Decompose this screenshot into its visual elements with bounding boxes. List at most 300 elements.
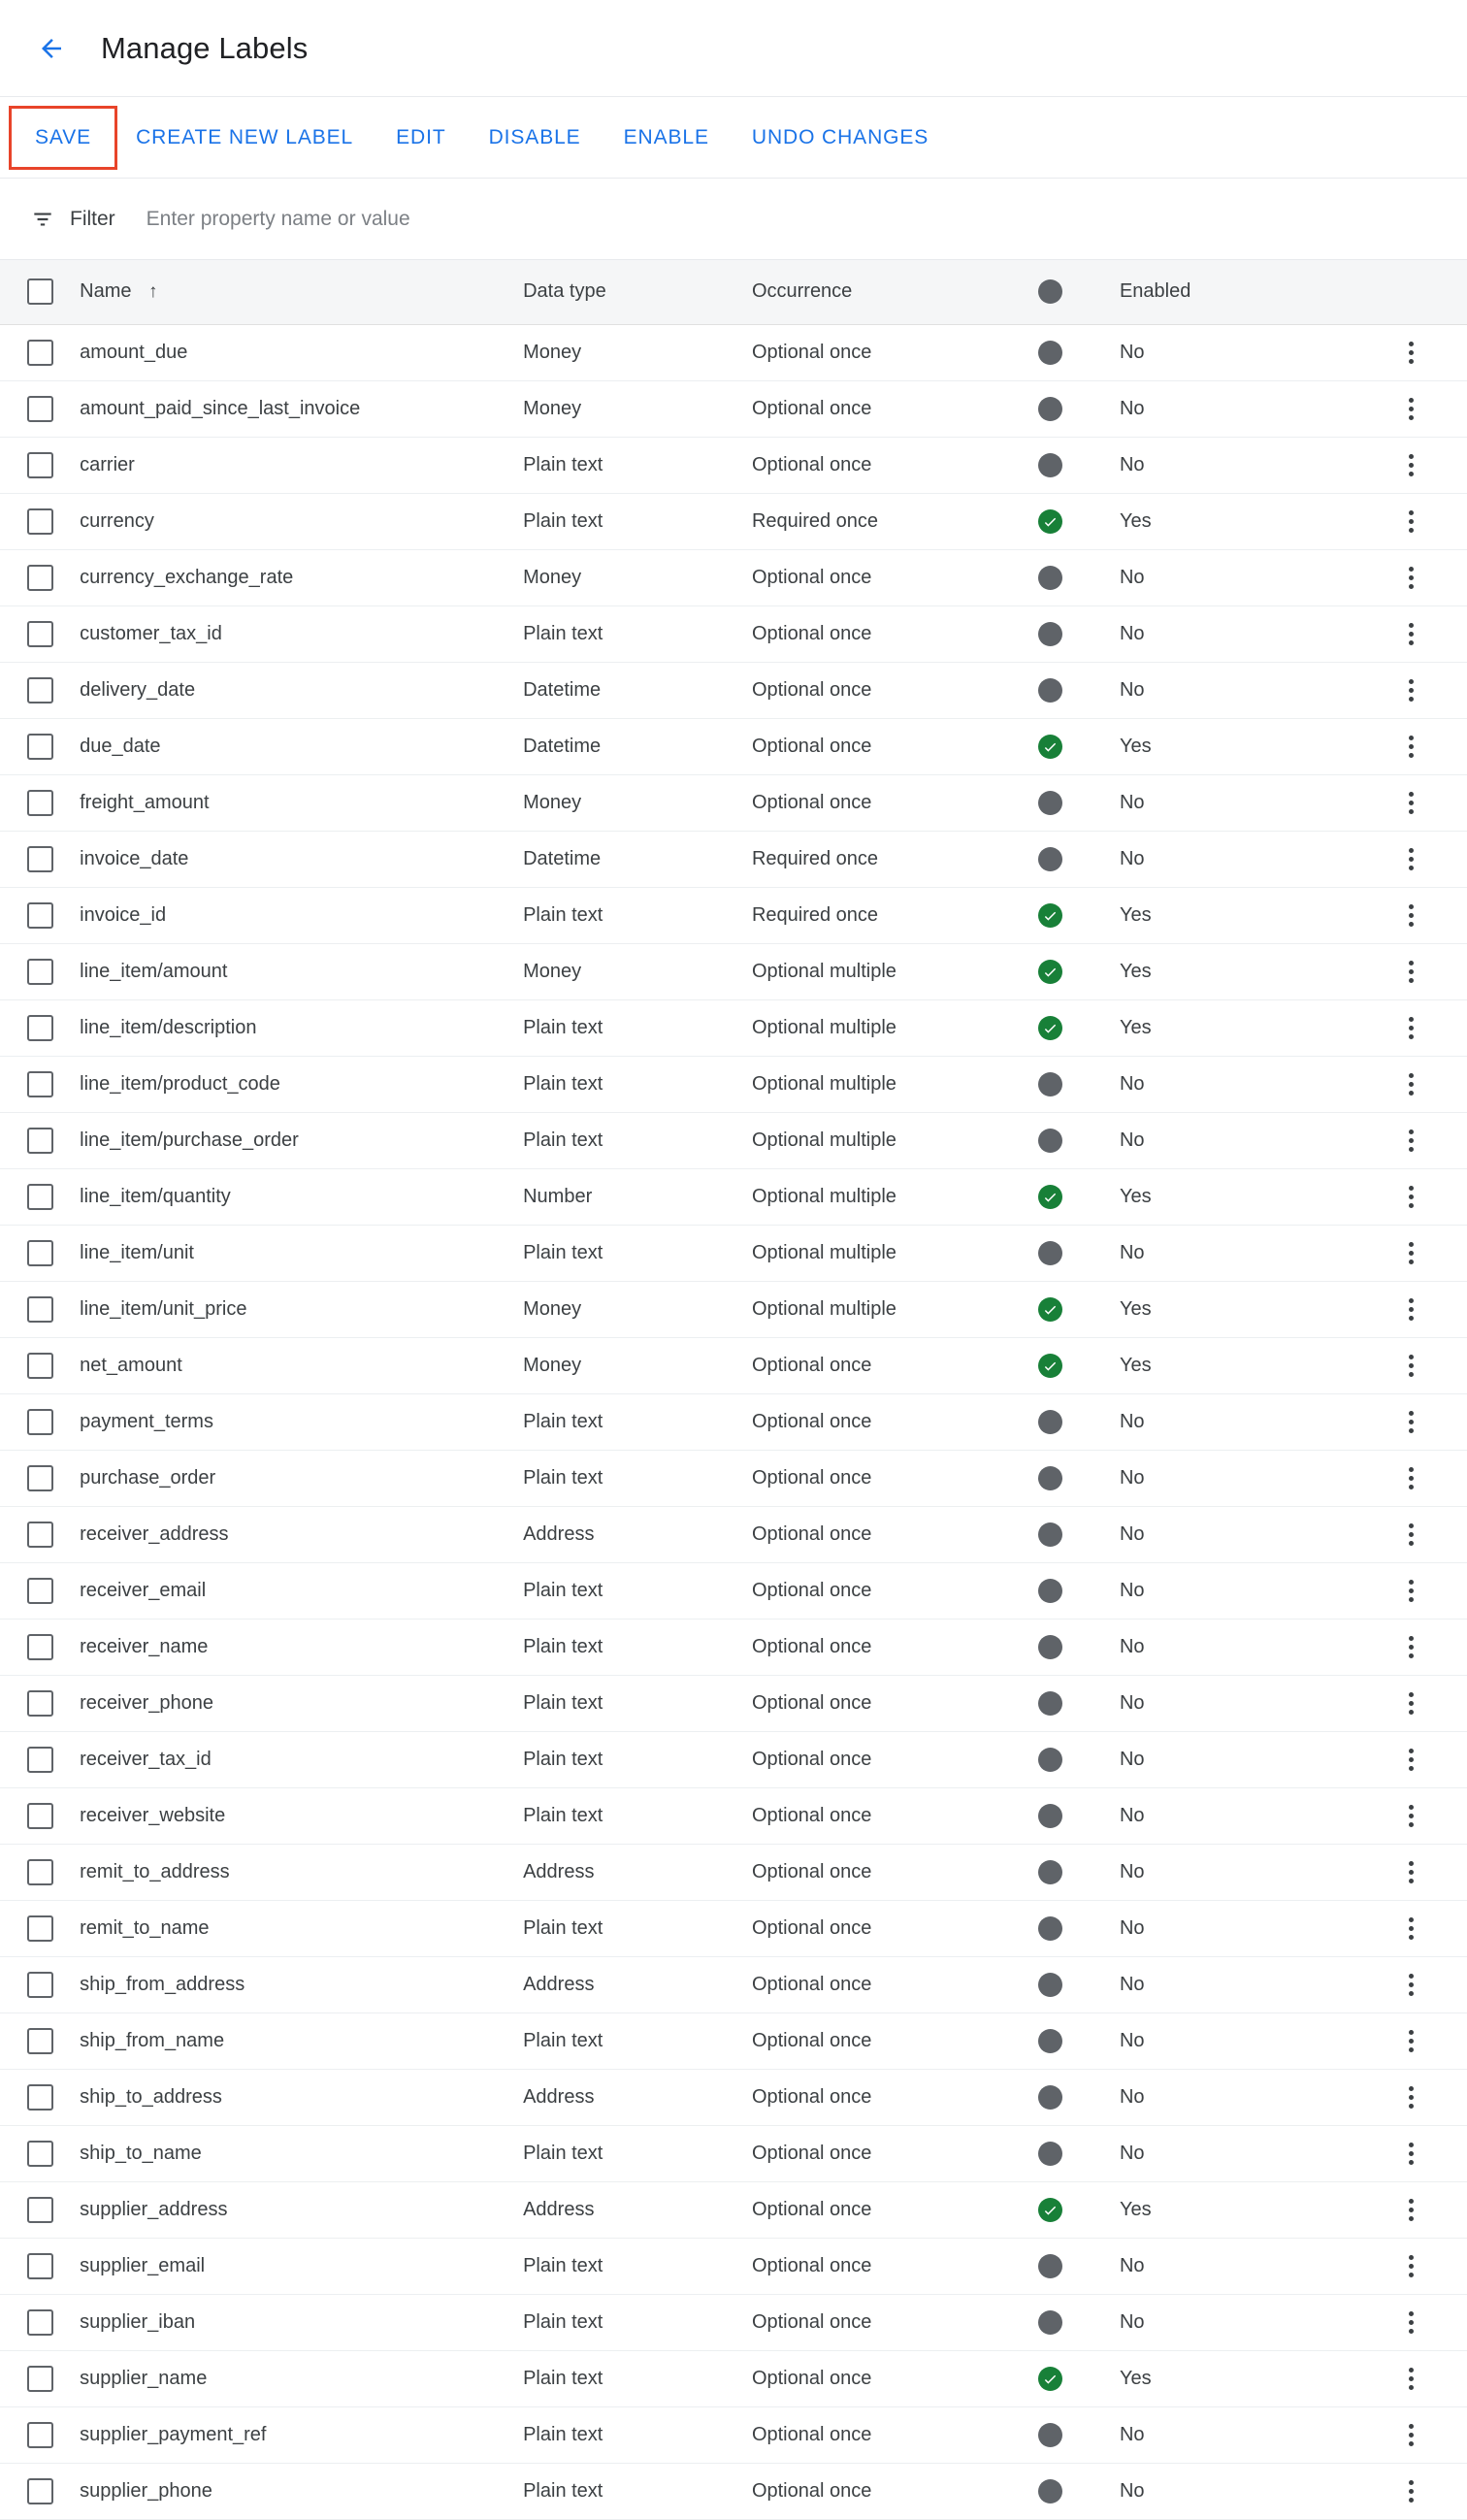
disable-button[interactable]: DISABLE [488, 125, 581, 148]
row-more-options-icon[interactable] [1354, 398, 1467, 420]
undo-changes-button[interactable]: UNDO CHANGES [751, 125, 929, 148]
row-occurrence-cell: Required once [752, 831, 1038, 887]
row-data-type-cell: Number [523, 1168, 752, 1225]
row-checkbox[interactable] [27, 1409, 53, 1435]
row-occurrence-cell: Optional once [752, 437, 1038, 493]
row-name-cell: line_item/description [80, 999, 523, 1056]
row-more-options-icon[interactable] [1354, 961, 1467, 983]
row-select-cell [0, 324, 80, 380]
row-actions-cell [1354, 1450, 1467, 1506]
row-checkbox[interactable] [27, 340, 53, 366]
row-enabled-cell: Yes [1120, 2350, 1354, 2406]
row-name-cell: line_item/purchase_order [80, 1112, 523, 1168]
row-occurrence-cell: Optional once [752, 1900, 1038, 1956]
row-data-type-cell: Plain text [523, 2238, 752, 2294]
status-disabled-icon [1038, 1579, 1062, 1603]
row-more-options-icon[interactable] [1354, 1298, 1467, 1321]
row-select-cell [0, 999, 80, 1056]
row-actions-cell [1354, 1787, 1467, 1844]
table-row[interactable] [0, 1900, 1467, 1956]
row-data-type-cell: Plain text [523, 1056, 752, 1112]
row-checkbox[interactable] [27, 508, 53, 535]
status-disabled-icon [1038, 2310, 1062, 2335]
row-more-options-icon[interactable] [1354, 1749, 1467, 1771]
top-app-bar [0, 0, 1467, 97]
row-actions-cell [1354, 324, 1467, 380]
table-row[interactable] [0, 605, 1467, 662]
table-row[interactable] [0, 831, 1467, 887]
row-status-cell [1038, 2069, 1120, 2125]
row-occurrence-cell: Optional multiple [752, 1225, 1038, 1281]
row-checkbox[interactable] [27, 790, 53, 816]
filter-input[interactable] [147, 208, 1467, 231]
row-checkbox[interactable] [27, 2309, 53, 2336]
row-occurrence-cell: Optional once [752, 2463, 1038, 2519]
row-more-options-icon[interactable] [1354, 2086, 1467, 2109]
row-data-type-cell: Plain text [523, 2013, 752, 2069]
row-actions-cell [1354, 774, 1467, 831]
row-status-cell [1038, 1619, 1120, 1675]
table-row[interactable] [0, 999, 1467, 1056]
table-row[interactable] [0, 493, 1467, 549]
row-name-cell: receiver_phone [80, 1675, 523, 1731]
row-data-type-cell: Plain text [523, 437, 752, 493]
row-checkbox[interactable] [27, 565, 53, 591]
row-status-cell [1038, 2463, 1120, 2519]
status-disabled-icon [1038, 453, 1062, 477]
filter-bar [0, 179, 1467, 260]
row-name-cell: ship_from_name [80, 2013, 523, 2069]
row-actions-cell [1354, 1844, 1467, 1900]
row-actions-cell [1354, 605, 1467, 662]
row-data-type-cell: Datetime [523, 718, 752, 774]
row-occurrence-cell: Optional once [752, 1619, 1038, 1675]
select-all-checkbox[interactable] [27, 278, 53, 305]
row-actions-cell [1354, 1675, 1467, 1731]
row-occurrence-cell: Optional once [752, 1787, 1038, 1844]
row-checkbox[interactable] [27, 2253, 53, 2279]
table-row[interactable] [0, 1956, 1467, 2013]
row-checkbox[interactable] [27, 677, 53, 704]
row-actions-cell [1354, 2350, 1467, 2406]
row-checkbox[interactable] [27, 2366, 53, 2392]
column-header-data-type[interactable]: Data type [523, 260, 752, 324]
row-select-cell [0, 1168, 80, 1225]
row-name-cell: ship_to_name [80, 2125, 523, 2181]
row-status-cell [1038, 1056, 1120, 1112]
row-more-options-icon[interactable] [1354, 792, 1467, 814]
table-row[interactable] [0, 1393, 1467, 1450]
row-more-options-icon[interactable] [1354, 2424, 1467, 2446]
row-actions-cell [1354, 1112, 1467, 1168]
row-select-cell [0, 1956, 80, 2013]
table-row[interactable] [0, 2069, 1467, 2125]
status-disabled-icon [1038, 566, 1062, 590]
row-select-cell [0, 2013, 80, 2069]
table-row[interactable] [0, 662, 1467, 718]
row-status-cell [1038, 1450, 1120, 1506]
row-data-type-cell: Plain text [523, 1619, 752, 1675]
row-more-options-icon[interactable] [1354, 1017, 1467, 1039]
status-disabled-icon [1038, 1241, 1062, 1265]
row-more-options-icon[interactable] [1354, 567, 1467, 589]
row-more-options-icon[interactable] [1354, 1974, 1467, 1996]
row-actions-cell [1354, 2181, 1467, 2238]
row-status-cell [1038, 2294, 1120, 2350]
row-checkbox[interactable] [27, 1522, 53, 1548]
row-actions-cell [1354, 999, 1467, 1056]
column-header-actions [1354, 260, 1467, 324]
row-select-cell [0, 2125, 80, 2181]
table-row[interactable] [0, 1168, 1467, 1225]
row-checkbox[interactable] [27, 621, 53, 647]
status-disabled-icon [1038, 2423, 1062, 2447]
row-status-cell [1038, 324, 1120, 380]
table-row[interactable] [0, 2125, 1467, 2181]
row-enabled-cell: No [1120, 2463, 1354, 2519]
row-more-options-icon[interactable] [1354, 1186, 1467, 1208]
row-more-options-icon[interactable] [1354, 1580, 1467, 1602]
row-more-options-icon[interactable] [1354, 1805, 1467, 1827]
row-checkbox[interactable] [27, 1128, 53, 1154]
row-name-cell: purchase_order [80, 1450, 523, 1506]
row-select-cell [0, 1393, 80, 1450]
row-data-type-cell: Plain text [523, 605, 752, 662]
row-status-cell [1038, 493, 1120, 549]
row-checkbox[interactable] [27, 1353, 53, 1379]
action-toolbar [0, 97, 1467, 179]
row-status-cell [1038, 662, 1120, 718]
row-checkbox[interactable] [27, 1690, 53, 1717]
row-enabled-cell: No [1120, 1056, 1354, 1112]
table-row[interactable] [0, 1675, 1467, 1731]
row-checkbox[interactable] [27, 2197, 53, 2223]
row-occurrence-cell: Optional once [752, 1731, 1038, 1787]
row-select-cell [0, 1619, 80, 1675]
row-name-cell: carrier [80, 437, 523, 493]
page-title: Manage Labels [101, 30, 309, 65]
row-select-cell [0, 887, 80, 943]
table-row[interactable] [0, 1056, 1467, 1112]
row-status-cell [1038, 1506, 1120, 1562]
row-more-options-icon[interactable] [1354, 1355, 1467, 1377]
row-name-cell: supplier_phone [80, 2463, 523, 2519]
row-select-cell [0, 549, 80, 605]
row-select-cell [0, 718, 80, 774]
row-actions-cell [1354, 2125, 1467, 2181]
row-actions-cell [1354, 1168, 1467, 1225]
row-checkbox[interactable] [27, 2084, 53, 2111]
row-more-options-icon[interactable] [1354, 1129, 1467, 1152]
row-occurrence-cell: Optional multiple [752, 999, 1038, 1056]
row-actions-cell [1354, 1900, 1467, 1956]
status-disabled-icon [1038, 1804, 1062, 1828]
row-enabled-cell: No [1120, 2406, 1354, 2463]
table-row[interactable] [0, 2294, 1467, 2350]
row-data-type-cell: Address [523, 1844, 752, 1900]
status-enabled-icon [1038, 903, 1062, 928]
row-name-cell: freight_amount [80, 774, 523, 831]
row-checkbox[interactable] [27, 452, 53, 478]
edit-button[interactable]: EDIT [396, 125, 446, 148]
row-enabled-cell: No [1120, 1844, 1354, 1900]
table-row[interactable] [0, 1731, 1467, 1787]
create-new-label-button[interactable]: CREATE NEW LABEL [136, 125, 354, 148]
column-header-occurrence[interactable]: Occurrence [752, 260, 1038, 324]
status-disabled-icon [1038, 1691, 1062, 1716]
row-occurrence-cell: Optional once [752, 605, 1038, 662]
table-row[interactable] [0, 2181, 1467, 2238]
row-status-cell [1038, 380, 1120, 437]
table-row[interactable] [0, 2238, 1467, 2294]
row-data-type-cell: Plain text [523, 1450, 752, 1506]
row-select-cell [0, 2238, 80, 2294]
row-checkbox[interactable] [27, 1915, 53, 1942]
status-disabled-icon [1038, 1466, 1062, 1490]
row-enabled-cell: Yes [1120, 1168, 1354, 1225]
row-data-type-cell: Money [523, 549, 752, 605]
row-checkbox[interactable] [27, 1747, 53, 1773]
row-name-cell: receiver_email [80, 1562, 523, 1619]
row-more-options-icon[interactable] [1354, 454, 1467, 476]
row-select-cell [0, 437, 80, 493]
row-more-options-icon[interactable] [1354, 1692, 1467, 1715]
row-select-cell [0, 1337, 80, 1393]
row-occurrence-cell: Optional once [752, 549, 1038, 605]
row-status-cell [1038, 2125, 1120, 2181]
table-row[interactable] [0, 2463, 1467, 2519]
row-checkbox[interactable] [27, 1015, 53, 1041]
row-select-cell [0, 831, 80, 887]
row-more-options-icon[interactable] [1354, 1523, 1467, 1546]
table-row[interactable] [0, 2406, 1467, 2463]
row-name-cell: invoice_id [80, 887, 523, 943]
table-row[interactable] [0, 1225, 1467, 1281]
status-enabled-icon [1038, 2367, 1062, 2391]
row-more-options-icon[interactable] [1354, 1411, 1467, 1433]
row-select-cell [0, 2350, 80, 2406]
table-row[interactable] [0, 437, 1467, 493]
status-disabled-icon [1038, 1635, 1062, 1659]
row-more-options-icon[interactable] [1354, 1467, 1467, 1489]
row-enabled-cell: No [1120, 2294, 1354, 2350]
table-row[interactable] [0, 1112, 1467, 1168]
row-checkbox[interactable] [27, 2028, 53, 2054]
row-enabled-cell: No [1120, 774, 1354, 831]
table-row[interactable] [0, 943, 1467, 999]
row-name-cell: supplier_iban [80, 2294, 523, 2350]
row-status-cell [1038, 774, 1120, 831]
row-status-cell [1038, 1787, 1120, 1844]
row-data-type-cell: Plain text [523, 2294, 752, 2350]
row-more-options-icon[interactable] [1354, 2199, 1467, 2221]
row-actions-cell [1354, 2406, 1467, 2463]
row-enabled-cell: No [1120, 1619, 1354, 1675]
row-occurrence-cell: Optional once [752, 2181, 1038, 2238]
row-more-options-icon[interactable] [1354, 2368, 1467, 2390]
status-enabled-icon [1038, 1185, 1062, 1209]
row-more-options-icon[interactable] [1354, 2311, 1467, 2334]
row-status-cell [1038, 718, 1120, 774]
row-enabled-cell: No [1120, 549, 1354, 605]
row-status-cell [1038, 999, 1120, 1056]
row-name-cell: remit_to_name [80, 1900, 523, 1956]
row-checkbox[interactable] [27, 2422, 53, 2448]
row-occurrence-cell: Optional once [752, 2125, 1038, 2181]
row-more-options-icon[interactable] [1354, 2143, 1467, 2165]
table-row[interactable] [0, 1450, 1467, 1506]
row-actions-cell [1354, 380, 1467, 437]
row-data-type-cell: Plain text [523, 1675, 752, 1731]
row-more-options-icon[interactable] [1354, 2255, 1467, 2277]
row-name-cell: remit_to_address [80, 1844, 523, 1900]
row-more-options-icon[interactable] [1354, 679, 1467, 702]
table-row[interactable] [0, 1506, 1467, 1562]
row-select-cell [0, 1056, 80, 1112]
row-occurrence-cell: Optional once [752, 2238, 1038, 2294]
status-disabled-icon [1038, 791, 1062, 815]
row-enabled-cell: Yes [1120, 887, 1354, 943]
column-header-enabled[interactable]: Enabled [1120, 260, 1354, 324]
row-select-cell [0, 1731, 80, 1787]
table-row[interactable] [0, 324, 1467, 380]
row-more-options-icon[interactable] [1354, 342, 1467, 364]
row-more-options-icon[interactable] [1354, 1242, 1467, 1264]
row-checkbox[interactable] [27, 1296, 53, 1323]
row-checkbox[interactable] [27, 902, 53, 929]
row-enabled-cell: No [1120, 1393, 1354, 1450]
table-row[interactable] [0, 2013, 1467, 2069]
row-status-cell [1038, 1225, 1120, 1281]
status-disabled-icon [1038, 1916, 1062, 1941]
row-more-options-icon[interactable] [1354, 2480, 1467, 2503]
table-row[interactable] [0, 549, 1467, 605]
row-name-cell: supplier_payment_ref [80, 2406, 523, 2463]
row-actions-cell [1354, 1056, 1467, 1112]
table-row[interactable] [0, 2350, 1467, 2406]
row-data-type-cell: Plain text [523, 1900, 752, 1956]
table-row[interactable] [0, 1562, 1467, 1619]
row-data-type-cell: Address [523, 2069, 752, 2125]
row-data-type-cell: Address [523, 1956, 752, 2013]
table-row[interactable] [0, 774, 1467, 831]
row-occurrence-cell: Optional once [752, 2350, 1038, 2406]
row-more-options-icon[interactable] [1354, 623, 1467, 645]
row-checkbox[interactable] [27, 2141, 53, 2167]
table-row[interactable] [0, 1844, 1467, 1900]
table-row[interactable] [0, 1337, 1467, 1393]
row-more-options-icon[interactable] [1354, 2030, 1467, 2052]
row-actions-cell [1354, 943, 1467, 999]
row-more-options-icon[interactable] [1354, 736, 1467, 758]
row-enabled-cell: No [1120, 662, 1354, 718]
row-checkbox[interactable] [27, 2478, 53, 2504]
row-checkbox[interactable] [27, 1859, 53, 1885]
status-disabled-icon [1038, 1748, 1062, 1772]
table-row[interactable] [0, 1281, 1467, 1337]
row-actions-cell [1354, 662, 1467, 718]
row-actions-cell [1354, 2463, 1467, 2519]
row-more-options-icon[interactable] [1354, 848, 1467, 870]
status-enabled-icon [1038, 1354, 1062, 1378]
row-checkbox[interactable] [27, 1578, 53, 1604]
table-row[interactable] [0, 380, 1467, 437]
row-checkbox[interactable] [27, 1803, 53, 1829]
row-name-cell: supplier_email [80, 2238, 523, 2294]
row-data-type-cell: Datetime [523, 662, 752, 718]
row-actions-cell [1354, 493, 1467, 549]
row-enabled-cell: No [1120, 437, 1354, 493]
row-data-type-cell: Plain text [523, 1562, 752, 1619]
row-more-options-icon[interactable] [1354, 1861, 1467, 1883]
table-row[interactable] [0, 1619, 1467, 1675]
status-enabled-icon [1038, 1297, 1062, 1322]
row-status-cell [1038, 1337, 1120, 1393]
row-enabled-cell: No [1120, 2125, 1354, 2181]
row-more-options-icon[interactable] [1354, 904, 1467, 927]
filter-list-icon [29, 206, 56, 233]
save-button[interactable]: SAVE [12, 109, 114, 167]
row-select-cell [0, 943, 80, 999]
table-row[interactable] [0, 718, 1467, 774]
row-checkbox[interactable] [27, 396, 53, 422]
table-row[interactable] [0, 1787, 1467, 1844]
row-status-cell [1038, 549, 1120, 605]
status-disabled-icon [1038, 2479, 1062, 2504]
row-data-type-cell: Plain text [523, 1787, 752, 1844]
row-checkbox[interactable] [27, 1972, 53, 1998]
row-actions-cell [1354, 887, 1467, 943]
row-more-options-icon[interactable] [1354, 1073, 1467, 1096]
row-more-options-icon[interactable] [1354, 510, 1467, 533]
column-header-name[interactable] [80, 260, 523, 324]
row-enabled-cell: No [1120, 1450, 1354, 1506]
row-checkbox[interactable] [27, 734, 53, 760]
row-actions-cell [1354, 2238, 1467, 2294]
row-data-type-cell: Plain text [523, 887, 752, 943]
row-checkbox[interactable] [27, 1465, 53, 1491]
row-checkbox[interactable] [27, 1240, 53, 1266]
row-more-options-icon[interactable] [1354, 1636, 1467, 1658]
row-checkbox[interactable] [27, 1634, 53, 1660]
row-more-options-icon[interactable] [1354, 1917, 1467, 1940]
row-checkbox[interactable] [27, 846, 53, 872]
row-name-cell: net_amount [80, 1337, 523, 1393]
row-occurrence-cell: Optional once [752, 2406, 1038, 2463]
row-checkbox[interactable] [27, 959, 53, 985]
row-select-cell [0, 2181, 80, 2238]
row-name-cell: receiver_tax_id [80, 1731, 523, 1787]
status-disabled-icon [1038, 1129, 1062, 1153]
row-name-cell: currency [80, 493, 523, 549]
row-occurrence-cell: Optional once [752, 1956, 1038, 2013]
enable-button[interactable]: ENABLE [623, 125, 709, 148]
row-checkbox[interactable] [27, 1184, 53, 1210]
row-status-cell [1038, 437, 1120, 493]
row-occurrence-cell: Optional once [752, 1844, 1038, 1900]
filter-label: Filter [70, 207, 115, 230]
labels-table [0, 260, 1467, 2520]
row-enabled-cell: No [1120, 324, 1354, 380]
back-arrow-icon[interactable] [29, 26, 74, 71]
row-name-cell: ship_from_address [80, 1956, 523, 2013]
row-name-cell: supplier_name [80, 2350, 523, 2406]
table-row[interactable] [0, 887, 1467, 943]
row-name-cell: ship_to_address [80, 2069, 523, 2125]
row-name-cell: amount_due [80, 324, 523, 380]
status-disabled-icon [1038, 1973, 1062, 1997]
row-checkbox[interactable] [27, 1071, 53, 1097]
